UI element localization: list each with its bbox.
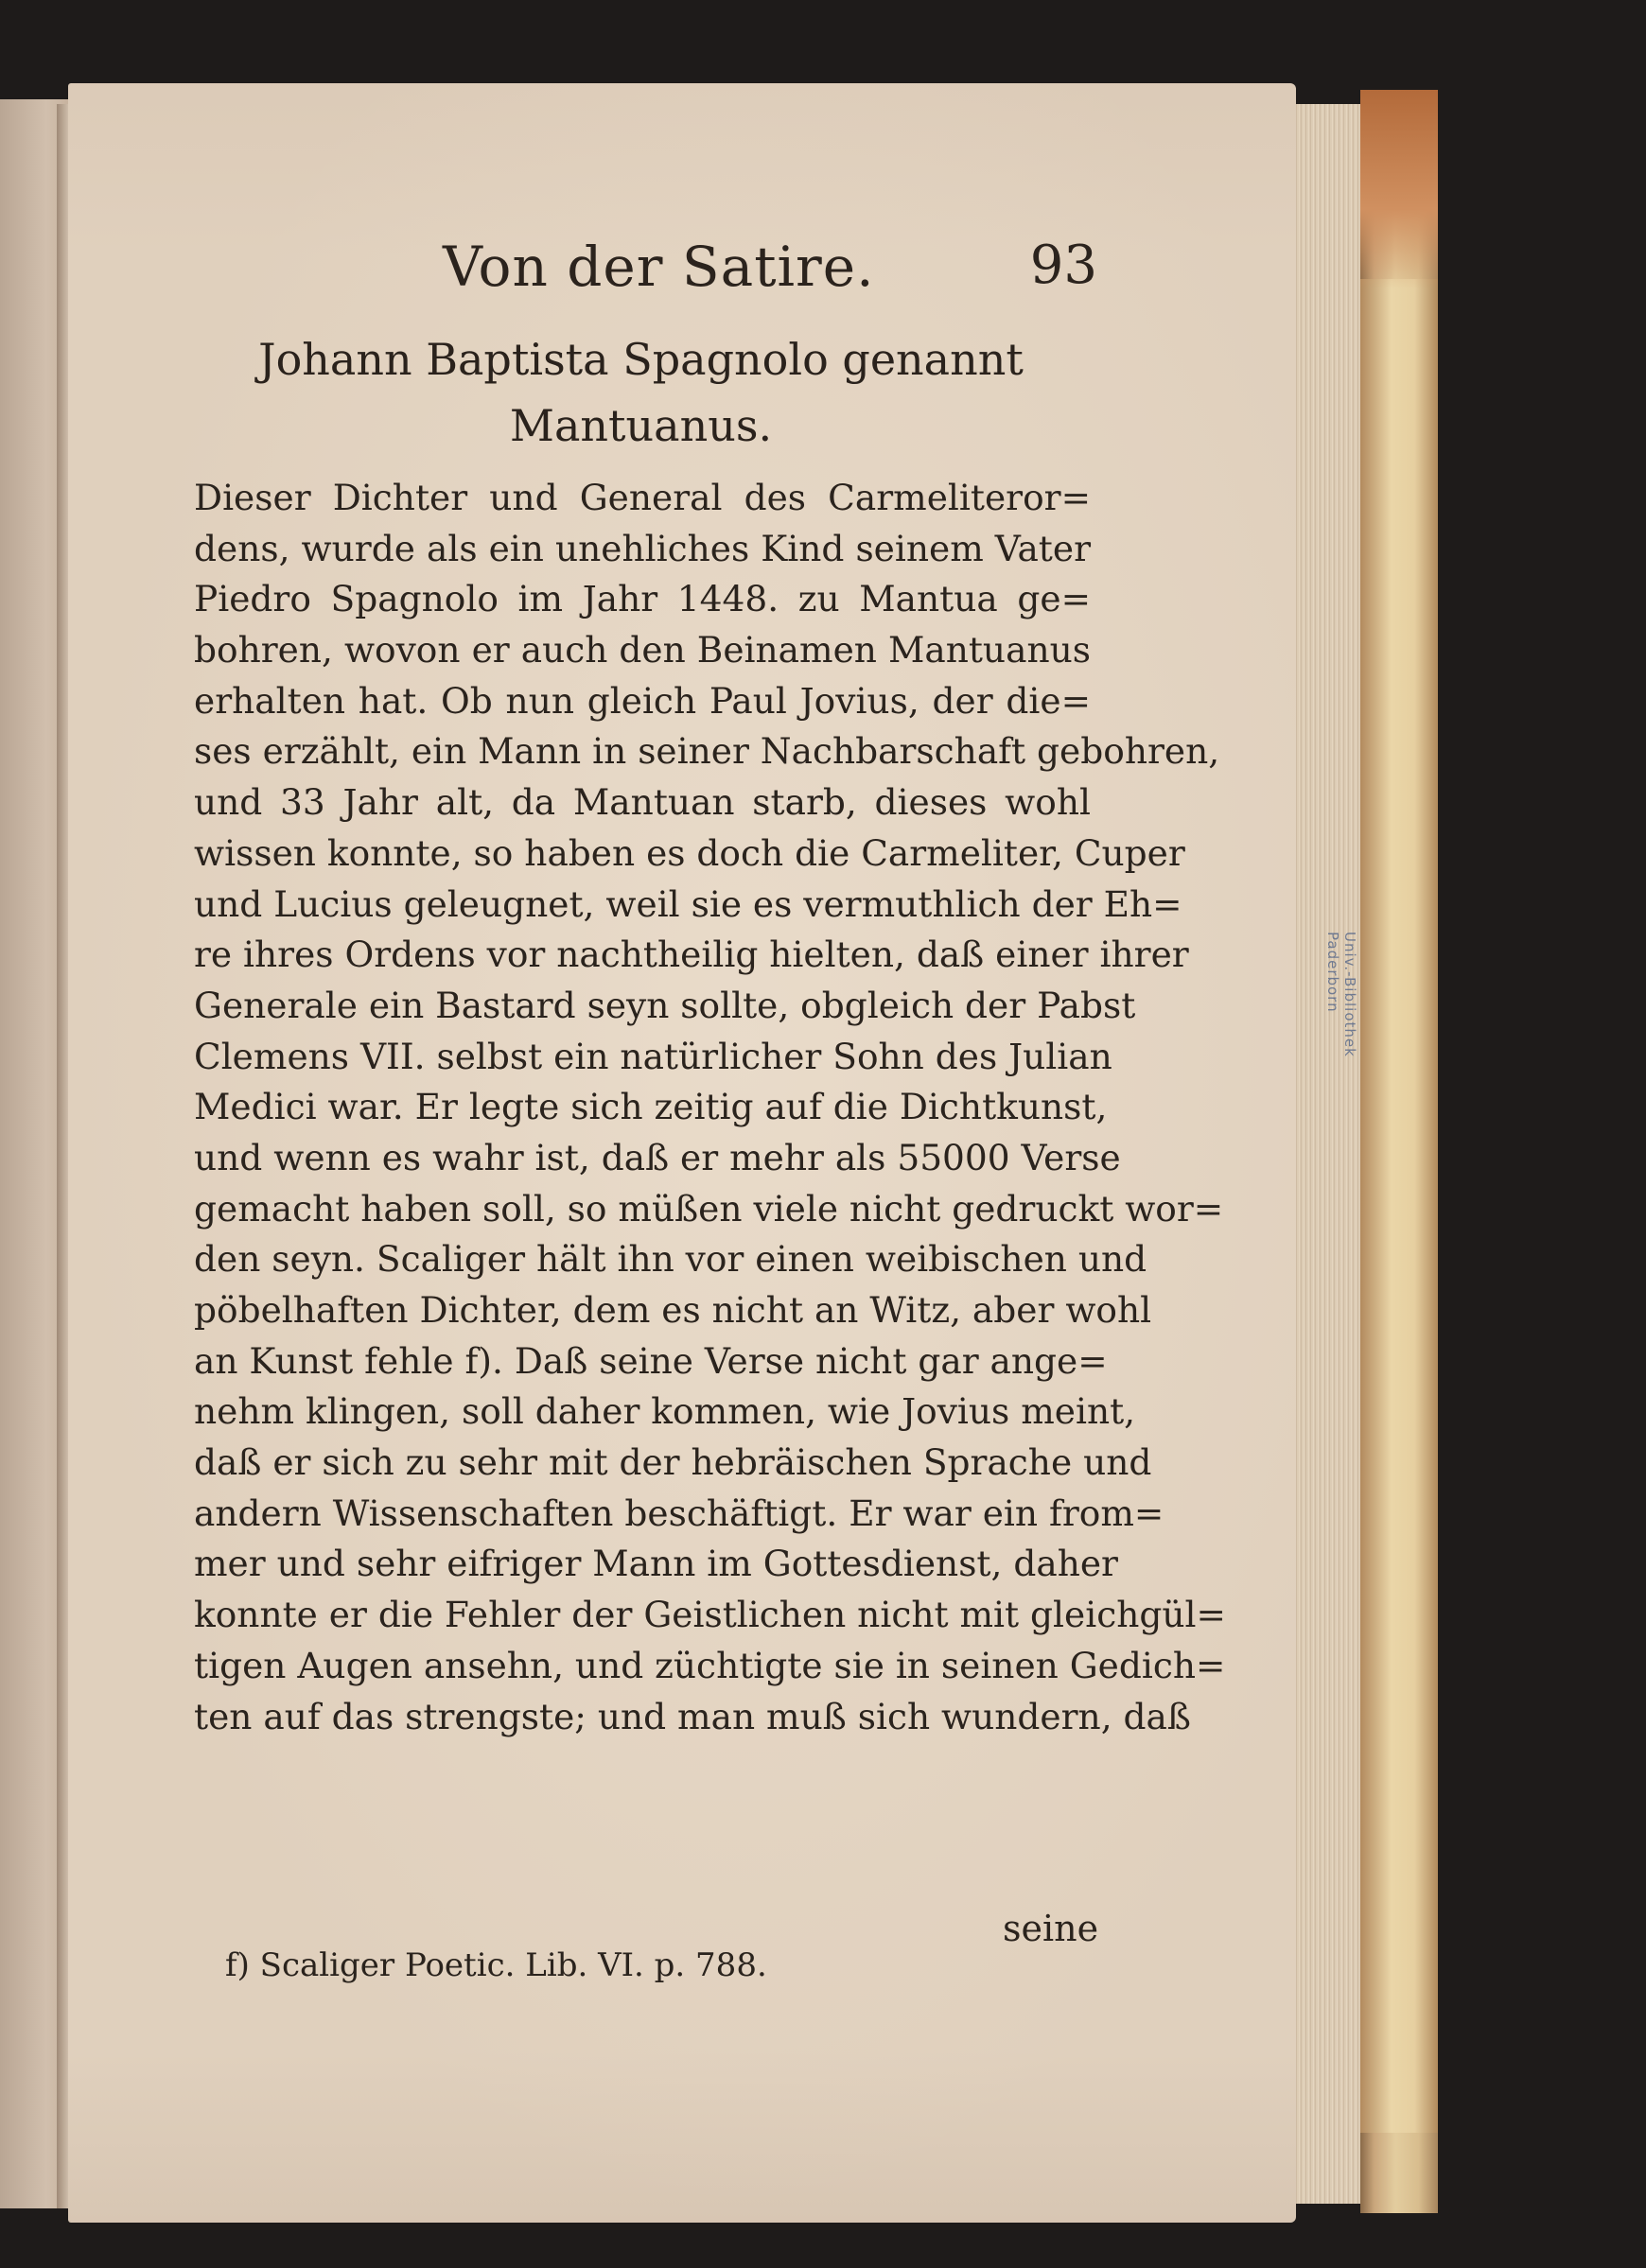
text-line: Generale ein Bastard seyn sollte, obgleich der Pabst (194, 984, 1136, 1026)
running-title: Von der Satire. (443, 235, 875, 299)
text-line: nehm klingen, soll daher kommen, wie Jovius meint, (194, 1390, 1136, 1433)
text-line: mer und sehr eifriger Mann im Gottesdienst, daher (194, 1543, 1118, 1585)
text-line: Medici war. Er legte sich zeitig auf die Dichtkunst, (194, 1086, 1108, 1128)
heading-line: Johann Baptista Spagnolo genannt (258, 334, 1024, 385)
page-number: 93 (1029, 235, 1097, 296)
text-line: wissen konnte, so haben es doch die Carmeliter, Cuper (194, 831, 1185, 874)
text-line: erhalten hat. Ob nun gleich Paul Jovius, der die= (194, 679, 1091, 722)
text-line: und 33 Jahr alt, da Mantuan starb, dieses wohl (194, 781, 1091, 824)
footnote: f) Scaliger Poetic. Lib. VI. p. 788. (225, 1946, 767, 1984)
text-line: konnte er die Fehler der Geistlichen nicht mit gleichgül= (194, 1594, 1226, 1636)
stamp-line-1: Univ.-Bibliothek (1341, 932, 1358, 1057)
text-line: tigen Augen ansehn, und züchtigte sie in seinen Gedich= (194, 1644, 1226, 1686)
section-heading (199, 326, 1083, 459)
catchword: seine (1003, 1908, 1099, 1949)
text-line: bohren, wovon er auch den Beinamen Mantuanus (194, 629, 1091, 672)
text-line: und Lucius geleugnet, weil sie es vermuthlich der Eh= (194, 882, 1182, 925)
text-line: gemacht haben soll, so müßen viele nicht gedruckt wor= (194, 1187, 1224, 1230)
library-stamp (1321, 932, 1358, 1187)
stamp-line-2: Paderborn (1324, 932, 1341, 1013)
text-line: andern Wissenschaften beschäftigt. Er war ein from= (194, 1492, 1164, 1534)
text-line: Clemens VII. selbst ein natürlicher Sohn des Julian (194, 1035, 1112, 1077)
text-line: dens, wurde als ein unehliches Kind seinem Vater (194, 527, 1091, 569)
book-cover-band (1360, 279, 1438, 2133)
body-text (194, 473, 1226, 1742)
text-line: und wenn es wahr ist, daß er mehr als 55000 Verse (194, 1136, 1121, 1178)
text-line: pöbelhaften Dichter, dem es nicht an Witz, aber wohl (194, 1289, 1152, 1331)
page-header (189, 235, 1097, 301)
text-line: Piedro Spagnolo im Jahr 1448. zu Mantua ge= (194, 578, 1091, 620)
heading-line: Mantuanus. (509, 400, 773, 451)
book-cover-top (1360, 90, 1438, 288)
text-line: an Kunst fehle f). Daß seine Verse nicht gar ange= (194, 1339, 1108, 1382)
text-line: Dieser Dichter und General des Carmeliteror= (194, 477, 1091, 518)
text-line: ses erzählt, ein Mann in seiner Nachbarschaft gebohren, (194, 730, 1220, 773)
text-line: ten auf das strengste; und man muß sich wundern, daß (194, 1695, 1191, 1737)
text-line: daß er sich zu sehr mit der hebräischen Sprache und (194, 1441, 1152, 1484)
text-line: den seyn. Scaliger hält ihn vor einen weibischen und (194, 1238, 1147, 1281)
text-line: re ihres Ordens vor nachtheilig hielten, daß einer ihrer (194, 933, 1189, 976)
